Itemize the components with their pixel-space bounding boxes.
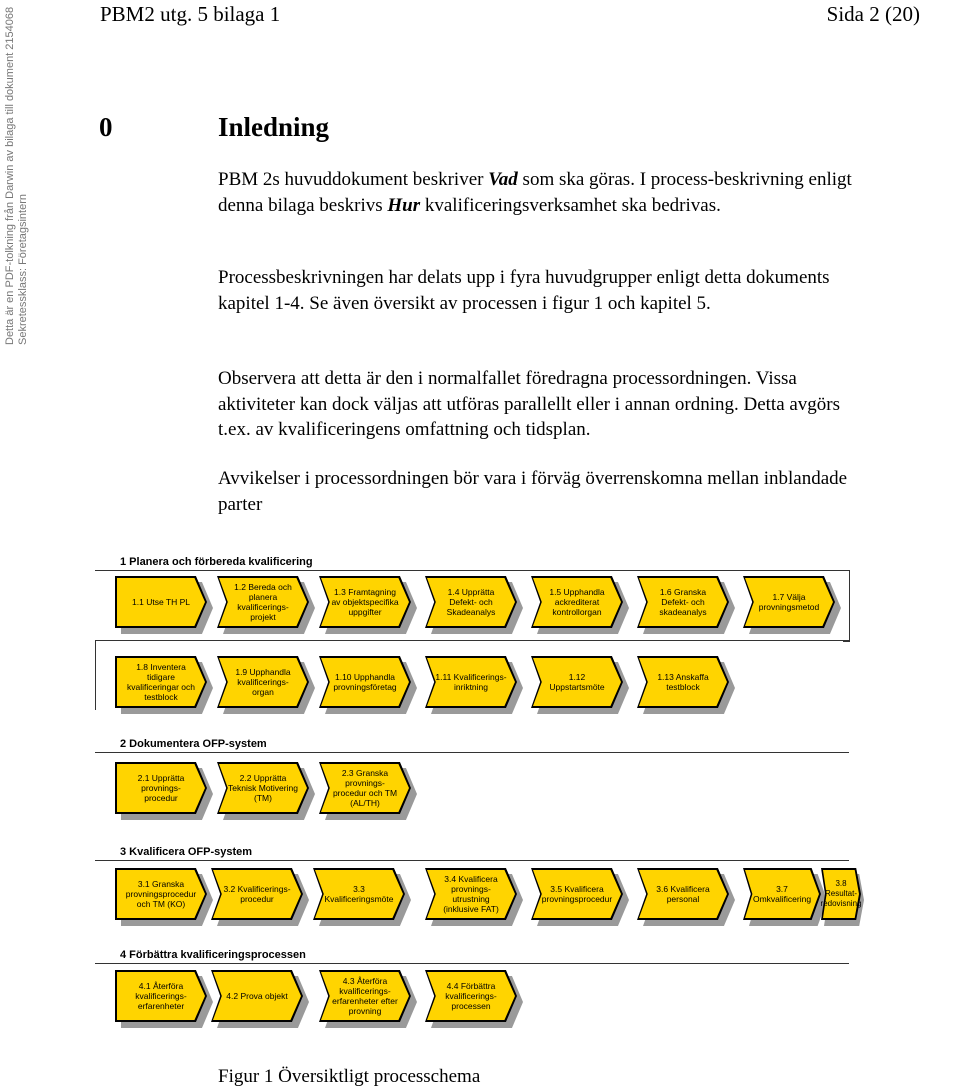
paragraph-3: Observera att detta är den i normalfallet föredragna processordningen. Vissa aktiviteter kan dock väljas att utföras parallellt eller i annan ordning. Detta avgörs t.ex. av kvalificeringens omfattning och tidsplan. xyxy=(218,368,841,440)
process-box-1-11 xyxy=(425,656,517,708)
process-box-label: 3.2 Kvalificerings-procedur xyxy=(223,884,291,904)
process-box-1-13 xyxy=(637,656,729,708)
heading-number: 0 xyxy=(99,112,113,142)
process-box-4-2 xyxy=(211,970,303,1022)
process-box-label: 1.2 Bereda och planera kvalificerings-projekt xyxy=(234,582,292,622)
section-3-line xyxy=(95,860,849,861)
process-box-4-1 xyxy=(115,970,207,1022)
process-box-1-6 xyxy=(637,576,729,628)
process-box-3-7 xyxy=(743,868,821,920)
paragraph-1-part-b: som ska göras. I process-beskrivning enligt denna bilaga beskrivs xyxy=(218,169,852,216)
process-box-label: 1.8 Inventera tidigare kvalificeringar och testblock xyxy=(126,662,196,702)
section-2-line xyxy=(95,752,849,753)
process-box-label: 3.5 Kvalificera provningsprocedur xyxy=(541,884,613,904)
process-box-1-9 xyxy=(217,656,309,708)
paragraph-2: Processbeskrivningen har delats upp i fyra huvudgrupper enligt detta dokuments kapitel 1-4. Se även översikt av processen i figur 1 och kapitel 5. xyxy=(218,267,830,314)
process-box-3-5 xyxy=(531,868,623,920)
process-box-1-8 xyxy=(115,656,207,708)
process-box-label: 1.5 Upphandla ackrediterat kontrollorgan xyxy=(549,587,605,617)
process-box-label: 1.11 Kvalificerings-inriktning xyxy=(435,672,507,692)
section-2-title: 2 Dokumentera OFP-system xyxy=(120,738,267,750)
figure-caption: Figur 1 Översiktligt processchema xyxy=(218,1066,481,1087)
process-box-label: 3.3 Kvalificeringsmöte xyxy=(324,884,394,904)
paragraph-1-part-a: PBM 2s huvuddokument beskriver xyxy=(218,169,489,190)
process-box-1-4 xyxy=(425,576,517,628)
process-box-label: 3.1 Granska provningsprocedur och TM (KO) xyxy=(125,879,197,909)
process-box-3-3 xyxy=(313,868,405,920)
process-box-label: 3.4 Kvalificera provnings-utrustning (inklusive FAT) xyxy=(443,874,499,914)
process-box-1-2 xyxy=(217,576,309,628)
process-box-3-6 xyxy=(637,868,729,920)
process-box-4-4 xyxy=(425,970,517,1022)
heading-title: Inledning xyxy=(218,112,330,142)
section-1-title: 1 Planera och förbereda kvalificering xyxy=(120,556,313,568)
connector xyxy=(843,570,850,642)
section-4-title: 4 Förbättra kvalificeringsprocessen xyxy=(120,949,306,961)
side-watermark xyxy=(0,6,34,350)
document-id: PBM2 utg. 5 bilaga 1 xyxy=(100,2,281,26)
page-number: Sida 2 (20) xyxy=(826,2,920,26)
process-diagram xyxy=(95,548,860,1038)
process-box-label: 4.3 Återföra kvalificerings-erfarenheter efter provning xyxy=(332,976,398,1016)
process-box-label: 3.8 Resultat-redovisning xyxy=(820,879,862,908)
process-box-4-3 xyxy=(319,970,411,1022)
process-box-2-2 xyxy=(217,762,309,814)
process-box-label: 3.6 Kvalificera personal xyxy=(656,884,710,904)
side-watermark-line1: Detta är en PDF-tolkning från Darwin av bilaga till dokument 2154068 xyxy=(4,6,16,345)
section-4-line xyxy=(95,963,849,964)
process-box-label: 4.2 Prova objekt xyxy=(226,991,288,1001)
process-box-label: 1.13 Anskaffa testblock xyxy=(657,672,709,692)
paragraph-1-part-c: kvalificeringsverksamhet ska bedrivas. xyxy=(420,194,721,216)
process-box-1-1 xyxy=(115,576,207,628)
paragraph-1-vad: Vad xyxy=(488,169,518,190)
process-box-label: 2.1 Upprätta provnings-procedur xyxy=(137,773,185,803)
process-box-label: 1.6 Granska Defekt- och skadeanalys xyxy=(659,587,707,617)
process-box-1-10 xyxy=(319,656,411,708)
process-box-label: 2.2 Upprätta Teknisk Motivering (TM) xyxy=(228,773,298,803)
process-box-label: 3.7 Omkvalificering xyxy=(752,884,812,904)
side-watermark-line2: Sekretessklass: Företagsintern xyxy=(17,193,29,345)
process-box-3-2 xyxy=(211,868,303,920)
connector xyxy=(95,640,849,641)
process-box-label: 1.1 Utse TH PL xyxy=(132,597,190,607)
process-box-2-3 xyxy=(319,762,411,814)
paragraph-4: Avvikelser i processordningen bör vara i förväg överrenskomna mellan inblandade parter xyxy=(218,468,848,515)
process-box-label: 1.3 Framtagning av objektspecifika uppgifter xyxy=(331,587,399,617)
section-3-title: 3 Kvalificera OFP-system xyxy=(120,846,253,858)
process-box-label: 1.12 Uppstartsmöte xyxy=(549,672,605,692)
process-box-3-8 xyxy=(821,868,861,920)
process-box-label: 1.9 Upphandla kvalificerings-organ xyxy=(235,667,291,697)
process-box-label: 4.4 Förbättra kvalificerings-processen xyxy=(445,981,497,1011)
process-box-label: 1.10 Upphandla provningsföretag xyxy=(333,672,397,692)
paragraph-1 xyxy=(218,167,858,218)
process-box-3-1 xyxy=(115,868,207,920)
paragraph-1-hur: Hur xyxy=(387,194,421,216)
process-box-3-4 xyxy=(425,868,517,920)
process-box-label: 1.4 Upprätta Defekt- och Skadeanalys xyxy=(446,587,496,617)
process-box-2-1 xyxy=(115,762,207,814)
process-box-label: 4.1 Återföra kvalificerings-erfarenheter xyxy=(135,981,187,1011)
connector xyxy=(95,640,96,710)
process-box-1-3 xyxy=(319,576,411,628)
process-box-1-5 xyxy=(531,576,623,628)
section-1-line xyxy=(95,570,847,571)
process-box-1-12 xyxy=(531,656,623,708)
process-box-label: 1.7 Välja provningsmetod xyxy=(758,592,820,612)
process-box-label: 2.3 Granska provnings-procedur och TM (AL/TH) xyxy=(332,768,398,808)
process-box-1-7 xyxy=(743,576,835,628)
